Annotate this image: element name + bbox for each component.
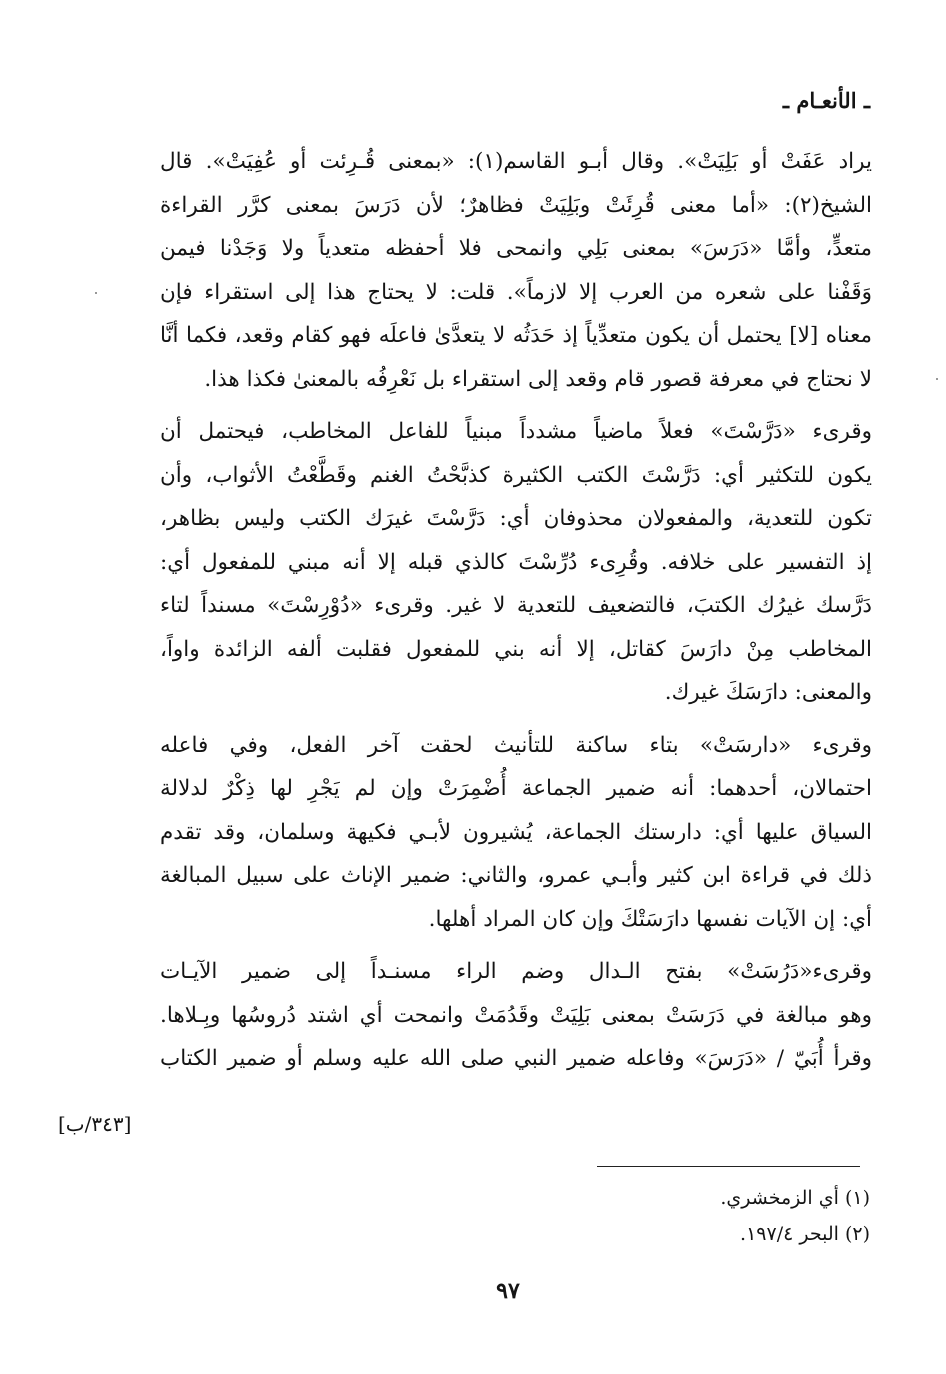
text-line: والمعنى: دارَسَكَ غيرك. bbox=[664, 680, 872, 705]
text-line: الشيخ(٢): «أما معنى قُرِئَتْ وبَلِيَتْ فظاهرٌ؛ لأن دَرَسَ بمعنى كرَّر القراءة bbox=[160, 192, 872, 218]
footnote-separator bbox=[597, 1166, 860, 1167]
text-line: تكون للتعدية، والمفعولان محذوفان أي: دَرَّسْتَ غيرَك الكتب وليس بظاهر، bbox=[160, 506, 872, 531]
text-line: أي: إن الآيات نفسها دارَسَتْكَ وإن كان المراد أهلها. bbox=[428, 906, 872, 932]
text-line: وهو مبالغة في دَرَسَتْ بمعنى بَلِيَتْ وقَدُمَتْ وانمحت أي اشتد دُروسُها وبِـلاها. bbox=[160, 1002, 872, 1028]
text-line: ذلك في قراءة ابن كثير وأبـي عمرو، والثاني: ضمير الإناث على سبيل المبالغة bbox=[160, 863, 872, 888]
page-number: ٩٧ bbox=[496, 1278, 520, 1304]
text-line: احتمالان، أحدهما: أنه ضمير الجماعة أُضْمِرَتْ وإن لم يَجْرِ لها ذِكْرٌ لدلالة bbox=[160, 776, 872, 801]
manuscript-folio-reference: [٣٤٣/ب] bbox=[58, 1112, 132, 1136]
footnotes bbox=[450, 1180, 870, 1252]
text-line: السياق عليها أي: دارستك الجماعة، يُشيرون لأبـي فكيهة وسلمان، وقد تقدم bbox=[160, 819, 872, 845]
text-line: دَرَّسك غيرُك الكتبَ، فالتضعيف للتعدية لا غير. وقرىء «دُوْرِسْتَ» مسنداً لتاء bbox=[160, 593, 872, 618]
text-line: متعدٍّ، وأمَّا «دَرَسَ» بمعنى بَلِي وانمحى فلا أحفظه متعدياً ولا وَجَدْنا فيمن bbox=[160, 236, 872, 261]
text-line: المخاطب مِنْ دارَسَ كقاتل، إلا أنه بني للمفعول فقلبت ألفه الزائدة واواً، bbox=[160, 636, 872, 662]
scan-speck bbox=[95, 292, 97, 294]
paragraph-1 bbox=[160, 140, 872, 401]
footnote-1: (١) أي الزمخشري. bbox=[720, 1187, 870, 1209]
footnote-2: (٢) البحر ١٩٧/٤. bbox=[740, 1223, 870, 1245]
scan-speck bbox=[936, 378, 938, 380]
text-line: إذ التفسير على خلافه. وقُرِىء دُرِّسْتَ كالذي قبله إلا أنه مبني للمفعول أي: bbox=[160, 549, 872, 575]
text-line: وَقَفْنا على شعره من العرب إلا لازماً». قلت: لا يحتاج هذا إلى استقراء فإن bbox=[160, 279, 872, 305]
paragraph-2 bbox=[160, 410, 872, 715]
text-line: وقرىء «دَرَّسْتَ» فعلاً ماضياً مشدداً مبنياً للفاعل المخاطب، فيحتمل أن bbox=[160, 419, 872, 444]
text-line: يراد عَفَتْ أو بَلِيَتْ». وقال أبـو القاسم(١): «بمعنى قُـرِئت أو عُفِيَتْ». قال bbox=[160, 149, 872, 174]
text-line: وقرىء «دارسَتْ» بتاء ساكنة للتأنيث لحقت آخر الفعل، وفي فاعله bbox=[160, 732, 872, 758]
text-line: يكون للتكثير أي: دَرَّسْتَ الكتب الكثيرة كذبَّحْتُ الغنم وقَطَّعْتُ الأثواب، وأن bbox=[160, 462, 872, 488]
running-header: ـ الأنعـام ـ bbox=[782, 88, 870, 113]
text-line: معناه [لا] يحتمل أن يكون متعدِّياً إذ حَدَثُه لا يتعدَّىٰ فاعلَه فهو كقام وقعد، فكما أنَّا bbox=[160, 323, 872, 348]
paragraph-4 bbox=[160, 950, 872, 1081]
text-line: لا نحتاج في معرفة قصور قام وقعد إلى استقراء بل نَعْرِفُه بالمعنىٰ فكذا هذا. bbox=[204, 366, 872, 392]
main-text bbox=[160, 140, 872, 1090]
text-line: وقرىء«دَرُسَتْ» بفتح الـدال وضم الراء مسنـداً إلى ضمير الآيـات bbox=[160, 959, 872, 984]
paragraph-3 bbox=[160, 724, 872, 942]
text-line: وقرأ أُبَيّ / «دَرَسَ» وفاعله ضمير النبي صلى الله عليه وسلم أو ضمير الكتاب bbox=[160, 1046, 872, 1071]
